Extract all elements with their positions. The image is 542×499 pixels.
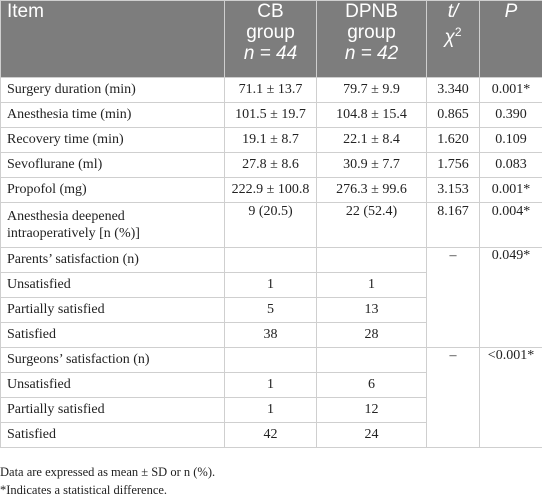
row-label: Surgery duration (min)	[1, 78, 225, 103]
table-row	[1, 103, 542, 128]
p-value: 0.004*	[480, 203, 542, 248]
t-value: 1.620	[427, 128, 480, 153]
dpnb-value: 24	[317, 423, 427, 448]
empty-cell	[317, 248, 427, 273]
t-value: 8.167	[427, 203, 480, 248]
dpnb-value: 28	[317, 323, 427, 348]
row-label: Anesthesia time (min)	[1, 103, 225, 128]
cb-value: 71.1 ± 13.7	[225, 78, 317, 103]
section-label: Parents’ satisfaction (n)	[1, 248, 225, 273]
footnote-significance: *Indicates a statistical difference.	[0, 481, 215, 499]
cb-value: 42	[225, 423, 317, 448]
sub-label: Partially satisfied	[1, 398, 225, 423]
section-row-parents	[1, 248, 542, 273]
dpnb-value: 1	[317, 273, 427, 298]
dpnb-value: 6	[317, 373, 427, 398]
header-item: Item	[1, 1, 225, 78]
dpnb-value: 104.8 ± 15.4	[317, 103, 427, 128]
row-label: Anesthesia deepened intraoperatively [n (%)]	[1, 203, 225, 248]
row-label: Recovery time (min)	[1, 128, 225, 153]
dpnb-value: 13	[317, 298, 427, 323]
cb-value: 19.1 ± 8.7	[225, 128, 317, 153]
table-row	[1, 128, 542, 153]
header-row	[1, 1, 542, 78]
empty-cell	[225, 248, 317, 273]
t-value: –	[427, 348, 480, 448]
dpnb-value: 30.9 ± 7.7	[317, 153, 427, 178]
cb-value: 101.5 ± 19.7	[225, 103, 317, 128]
header-dpnb-group: DPNB group n = 42	[317, 1, 427, 78]
cb-value: 1	[225, 273, 317, 298]
cb-value: 1	[225, 398, 317, 423]
row-label: Propofol (mg)	[1, 178, 225, 203]
cb-value: 5	[225, 298, 317, 323]
empty-cell	[317, 348, 427, 373]
section-row-surgeons	[1, 348, 542, 373]
p-value: 0.390	[480, 103, 542, 128]
dpnb-value: 22.1 ± 8.4	[317, 128, 427, 153]
t-value: 1.756	[427, 153, 480, 178]
sub-label: Satisfied	[1, 323, 225, 348]
t-value: 0.865	[427, 103, 480, 128]
table-row	[1, 153, 542, 178]
header-cb-group: CB group n = 44	[225, 1, 317, 78]
p-value: 0.001*	[480, 78, 542, 103]
dpnb-value: 79.7 ± 9.9	[317, 78, 427, 103]
p-value: <0.001*	[480, 348, 542, 448]
sub-label: Partially satisfied	[1, 298, 225, 323]
p-value: 0.083	[480, 153, 542, 178]
p-value: 0.109	[480, 128, 542, 153]
table-row	[1, 178, 542, 203]
sub-label: Satisfied	[1, 423, 225, 448]
t-value: 3.340	[427, 78, 480, 103]
table-row	[1, 78, 542, 103]
cb-value: 27.8 ± 8.6	[225, 153, 317, 178]
table-footnotes	[0, 463, 215, 499]
footnote-data-format: Data are expressed as mean ± SD or n (%).	[0, 463, 215, 481]
sub-label: Unsatisfied	[1, 373, 225, 398]
header-t-chi2: t/ $\chi^2$	[427, 1, 480, 78]
dpnb-value: 22 (52.4)	[317, 203, 427, 248]
empty-cell	[225, 348, 317, 373]
cb-value: 38	[225, 323, 317, 348]
cb-value: 9 (20.5)	[225, 203, 317, 248]
p-value: 0.001*	[480, 178, 542, 203]
t-value: –	[427, 248, 480, 348]
p-value: 0.049*	[480, 248, 542, 348]
t-value: 3.153	[427, 178, 480, 203]
table-row	[1, 203, 542, 248]
cb-value: 1	[225, 373, 317, 398]
dpnb-value: 276.3 ± 99.6	[317, 178, 427, 203]
header-p: P	[480, 1, 542, 78]
cb-value: 222.9 ± 100.8	[225, 178, 317, 203]
section-label: Surgeons’ satisfaction (n)	[1, 348, 225, 373]
dpnb-value: 12	[317, 398, 427, 423]
sub-label: Unsatisfied	[1, 273, 225, 298]
row-label: Sevoflurane (ml)	[1, 153, 225, 178]
